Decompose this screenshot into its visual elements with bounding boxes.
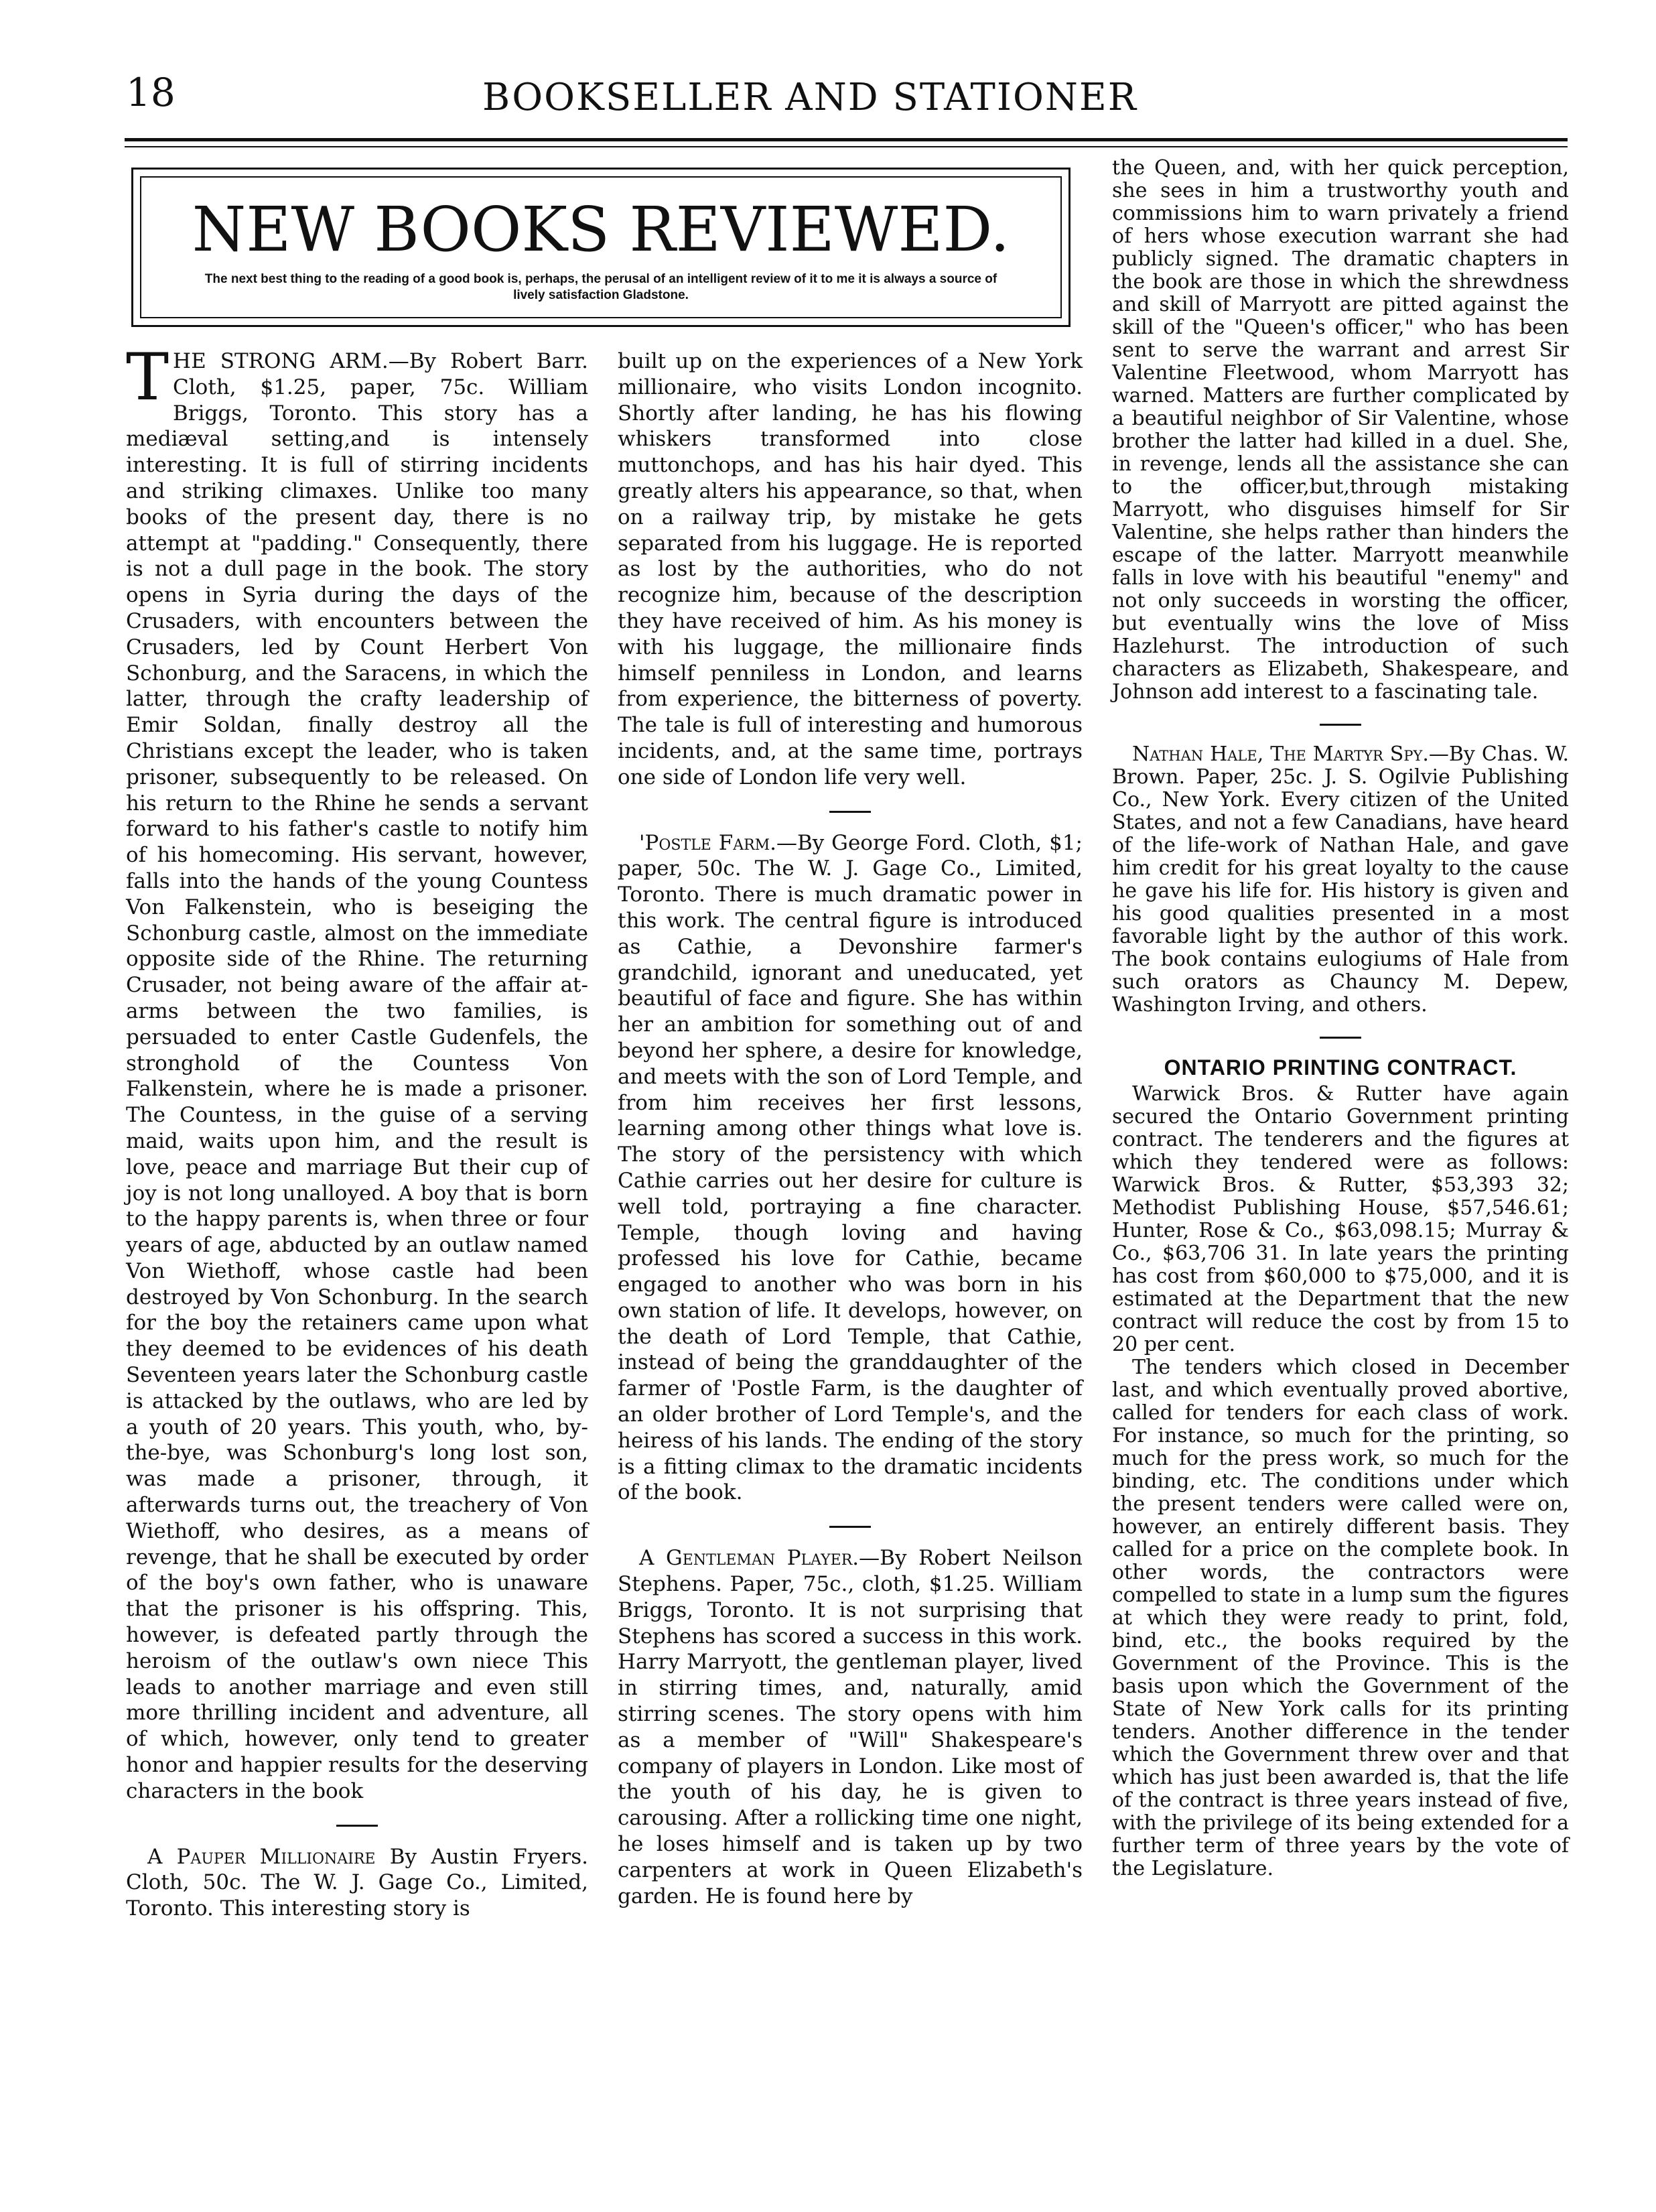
running-title: BOOKSELLER AND STATIONER	[482, 76, 1137, 119]
review-body: —By George Ford. Cloth, $1; paper, 50c. The W. J. Gage Co., Limited, Toronto. There is much dramatic power in this work. The central figure is introduced as Cathie, a Devonshire farmer's grandchild, ignorant and uneducated, yet beautiful of face and figure. She has within her an ambition for something out of and beyond her sphere, a desire for knowledge, and meets with the son of Lord Temple, and from him receives her first lessons, learning among other things what love is. The story of the persistency with which Cathie carries out her desire for culture is well told, portraying a fine character. Temple, though loving and having professed his love for Cathie, became engaged to another who was born in his own station of life. It develops, however, on the death of Lord Temple, that Cathie, instead of being the granddaughter of the farmer of 'Postle Farm, is the daughter of an older brother of Lord Temple's, and the heiress of his lands. The ending of the story is a fitting climax to the dramatic incidents of the book.	[618, 830, 1083, 1505]
review-heading: 'Postle Farm.	[639, 830, 777, 855]
review-nathan-hale	[1112, 743, 1569, 1017]
review-heading: HE STRONG ARM.	[173, 349, 389, 373]
column-2	[618, 348, 1083, 1909]
review-gentleman-player	[618, 1545, 1083, 1909]
banner-title: NEW BOOKS REVIEWED.	[192, 194, 1010, 265]
review-heading: A Gentleman Player.	[639, 1546, 859, 1571]
column-3	[1112, 157, 1569, 1880]
review-divider	[336, 1825, 378, 1827]
review-body: —By Robert Neilson Stephens. Paper, 75c., cloth, $1.25. William Briggs, Toronto. It is not surprising that Stephens has scored a success in this work. Harry Marryott, the gentleman player, lived in stirring times, and, naturally, amid stirring scenes. The story opens with him as a member of "Will" Shakespeare's company of players in London. Like most of the youth of his day, he is given to carousing. After a rollicking time one night, he loses himself and is taken up by two carpenters at work in Queen Elizabeth's garden. He is found here by	[618, 1546, 1083, 1908]
review-postle-farm	[618, 830, 1083, 1506]
page-number: 18	[126, 70, 176, 115]
review-continuation: the Queen, and, with her quick perception, she sees in him a trustworthy youth and commissions him to warn privately a friend of hers whose execution warrant she had publicly signed. The dramatic chapters in the book are those in which the shrewdness and skill of Marryott are pitted against the skill of the "Queen's officer," who has been sent to serve the warrant and arrest Sir Valentine Fleetwood, whom Marryott has warned. Matters are further complicated by a beautiful neighbor of Sir Valentine, whose brother the latter had killed in a duel. She, in revenge, lends all the assistance she can to the officer,but,through mistaking Marryott, who disguises himself for Sir Valentine, she helps rather than hinders the escape of the latter. Marryott meanwhile falls in love with his beautiful "enemy" and not only succeeds in worsting the officer, but eventually wins the love of Miss Hazlehurst. The introduction of such characters as Elizabeth, Shakespeare, and Johnson add interest to a fascinating tale.	[1112, 156, 1569, 704]
contract-paragraph-1: Warwick Bros. & Rutter have again secured the Ontario Government printing contract. The tenderers and the figures at which they tendered were as follows: Warwick Bros. & Rutter, $53,393 32; Methodist Publishing House, $57,546.61; Hunter, Rose & Co., $63,098.15; Murray & Co., $63,706 31. In late years the printing has cost from $60,000 to $75,000, and it is estimated at the Department that the new contract will reduce the cost by from 15 to 20 per cent.	[1112, 1082, 1569, 1356]
section-divider	[1320, 1037, 1361, 1039]
review-pauper-millionaire	[126, 1844, 588, 1922]
review-body: —By Chas. W. Brown. Paper, 25c. J. S. Ogilvie Publishing Co., New York. Every citizen of the United States, and not a few Canadians, have heard of the life-work of Nathan Hale, and gave him credit for his great loyalty to the cause he gave his life for. His history is given and his good qualities presented in a most favorable light by the author of this work. The book contains eulogiums of Hale from such orators as Chauncy M. Depew, Washington Irving, and others.	[1112, 742, 1569, 1017]
contract-paragraph-2: The tenders which closed in December last, and which eventually proved abortive, called for tenders for each class of work. For instance, so much for the printing, so much for the press work, so much for the binding, etc. The conditions under which the present tenders were called were on, however, an entirely different basis. They called for a price on the complete book. In other words, the contractors were compelled to state in a lump sum the figures at which they were ready to print, fold, bind, etc., the books required by the Government of the Province. This is the basis upon which the Government of the State of New York calls for its printing tenders. Another difference in the tender which the Government threw over and that which has just been awarded is, that the life of the contract is three years instead of five, with the privilege of its being extended for a further term of three years by the vote of the Legislature.	[1112, 1356, 1569, 1880]
review-strong-arm	[126, 340, 588, 1805]
review-body: —By Robert Barr. Cloth, $1.25, paper, 75c. William Briggs, Toronto. This story has a mediæval setting,and is intensely interesting. It is full of stirring incidents and striking climaxes. Unlike too many books of the present day, there is no attempt at "padding." Consequently, there is not a dull page in the book. The story opens in Syria during the days of the Crusaders, with encounters between the Crusaders, led by Count Herbert Von Schonburg, and the Saracens, in which the latter, through the crafty leadership of Emir Soldan, finally destroy all the Christians except the leader, who is taken prisoner, subsequently to be released. On his return to the Rhine he sends a servant forward to his father's castle to notify him of his homecoming. His servant, however, falls into the hands of the young Countess Von Falkenstein, who is beseiging the Schonburg castle, almost on the immediate opposite side of the Rhine. The returning Crusader, not being aware of the affair at-arms between the two families, is persuaded to enter Castle Gudenfels, the stronghold of the Countess Von Falkenstein, where he is made a prisoner. The Countess, in the guise of a serving maid, waits upon him, and the result is love, peace and marriage But their cup of joy is not long unalloyed. A boy that is born to the happy parents is, when three or four years of age, abducted by an outlaw named Von Wiethoff, whose castle had been destroyed by Von Schonburg. In the search for the boy the retainers came upon what they deemed to be evidences of his death Seventeen years later the Schonburg castle is attacked by the outlaws, who are led by a youth of 20 years. This youth, who, by-the-bye, was Schonburg's long lost son, was made a prisoner, through, it afterwards turns out, the treachery of Von Wiethoff, who desires, as a means of revenge, that he shall be executed by order of the boy's own father, who is unaware that the prisoner is his offspring. This, however, is defeated partly through the heroism of the outlaw's own niece This leads to another marriage and even still more thrilling incident and adventure, all of which, however, only tend to greater honor and happier results for the deserving characters in the book	[126, 349, 588, 1803]
banner-inner-frame	[140, 176, 1062, 318]
review-heading: A Pauper Millionaire	[147, 1844, 376, 1869]
section-banner	[131, 168, 1071, 327]
banner-epigraph: The next best thing to the reading of a good book is, perhaps, the perusal of an intelligent review of it to me it is always a source of lively satisfaction Gladstone.	[204, 272, 997, 302]
review-divider	[829, 811, 871, 813]
review-body: By Austin Fryers. Cloth, 50c. The W. J. Gage Co., Limited, Toronto. This interesting story is	[126, 1844, 589, 1921]
section-heading: ONTARIO PRINTING CONTRACT.	[1164, 1055, 1517, 1080]
column-1	[126, 340, 589, 1922]
review-continuation: built up on the experiences of a New York millionaire, who visits London incognito. Shortly after landing, he has his flowing whiskers transformed into close muttonchops, and has his hair dyed. This greatly alters his appearance, so that, when on a railway trip, by mistake he gets separated from his luggage. He is reported as lost by the authorities, who do not recognize him, because of the description they have received of him. As his money is with his luggage, the millionaire finds himself penniless in London, and learns from experience, the bitterness of poverty. The tale is full of interesting and humorous incidents, and, at the same time, portrays one side of London life very well.	[618, 349, 1083, 789]
review-divider	[829, 1526, 871, 1528]
header-rule-thin	[125, 146, 1568, 147]
review-heading: Nathan Hale, The Martyr Spy.	[1132, 742, 1429, 766]
review-divider	[1320, 724, 1361, 726]
drop-cap: T	[126, 340, 169, 415]
header-rule	[125, 138, 1568, 141]
